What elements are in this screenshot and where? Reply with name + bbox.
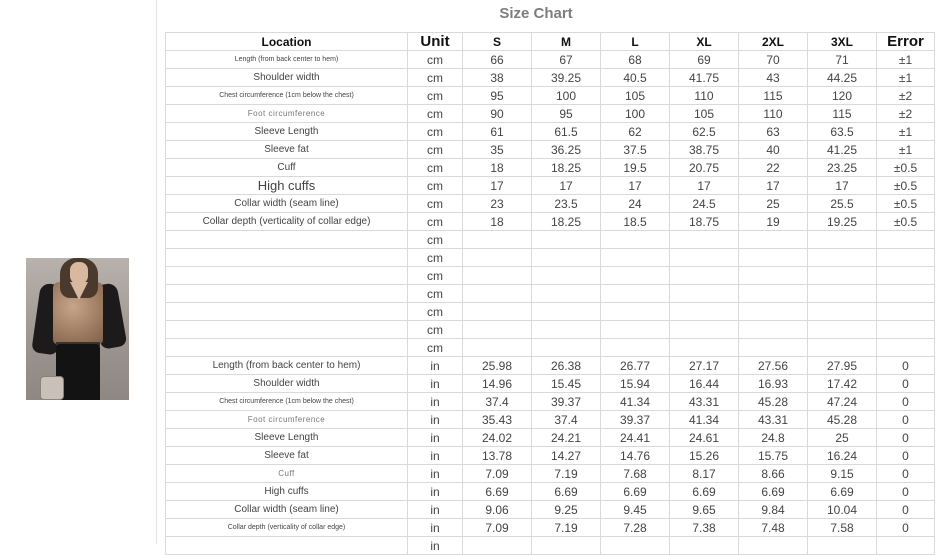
empty-cell <box>739 285 808 303</box>
measurement-cell: 9.15 <box>808 465 877 483</box>
measurement-cell: 9.45 <box>601 501 670 519</box>
measurement-cell: 22 <box>739 159 808 177</box>
location-cell <box>166 249 408 267</box>
table-row <box>166 87 935 105</box>
unit-cell: in <box>408 447 463 465</box>
table-row <box>166 357 935 375</box>
measurement-cell: 24.61 <box>670 429 739 447</box>
measurement-cell: 15.94 <box>601 375 670 393</box>
empty-cell <box>670 537 739 555</box>
measurement-cell: 27.17 <box>670 357 739 375</box>
measurement-cell: 19.5 <box>601 159 670 177</box>
error-cell: ±0.5 <box>877 159 935 177</box>
measurement-cell: 17.42 <box>808 375 877 393</box>
measurement-cell: 25 <box>739 195 808 213</box>
measurement-cell: 95 <box>532 105 601 123</box>
empty-cell <box>532 267 601 285</box>
measurement-cell: 63.5 <box>808 123 877 141</box>
header-size-3xl: 3XL <box>808 33 877 51</box>
empty-cell <box>601 285 670 303</box>
measurement-cell: 110 <box>670 87 739 105</box>
measurement-cell: 7.09 <box>463 465 532 483</box>
unit-cell: cm <box>408 87 463 105</box>
measurement-cell: 19 <box>739 213 808 231</box>
location-cell: Length (from back center to hem) <box>166 357 408 375</box>
error-cell: ±2 <box>877 105 935 123</box>
empty-cell <box>739 537 808 555</box>
measurement-cell: 120 <box>808 87 877 105</box>
empty-cell <box>532 339 601 357</box>
empty-cell <box>670 339 739 357</box>
measurement-cell: 9.06 <box>463 501 532 519</box>
size-table <box>165 32 935 555</box>
location-cell: Chest circumference (1cm below the chest) <box>166 87 408 105</box>
location-cell: Foot circumference <box>166 411 408 429</box>
measurement-cell: 17 <box>808 177 877 195</box>
empty-cell <box>463 267 532 285</box>
measurement-cell: 25.98 <box>463 357 532 375</box>
measurement-cell: 24.41 <box>601 429 670 447</box>
measurement-cell: 105 <box>670 105 739 123</box>
measurement-cell: 38.75 <box>670 141 739 159</box>
measurement-cell: 35.43 <box>463 411 532 429</box>
measurement-cell: 8.17 <box>670 465 739 483</box>
thumbnail-face <box>70 262 88 284</box>
unit-cell: in <box>408 429 463 447</box>
measurement-cell: 41.25 <box>808 141 877 159</box>
empty-cell <box>532 249 601 267</box>
measurement-cell: 18.75 <box>670 213 739 231</box>
table-row <box>166 393 935 411</box>
measurement-cell: 18.25 <box>532 159 601 177</box>
measurement-cell: 18.5 <box>601 213 670 231</box>
measurement-cell: 15.45 <box>532 375 601 393</box>
location-cell: Cuff <box>166 159 408 177</box>
measurement-cell: 61.5 <box>532 123 601 141</box>
empty-cell <box>532 321 601 339</box>
measurement-cell: 10.04 <box>808 501 877 519</box>
measurement-cell: 45.28 <box>808 411 877 429</box>
empty-cell <box>877 249 935 267</box>
empty-cell <box>808 285 877 303</box>
measurement-cell: 14.27 <box>532 447 601 465</box>
empty-cell <box>601 537 670 555</box>
measurement-cell: 67 <box>532 51 601 69</box>
unit-cell: in <box>408 393 463 411</box>
measurement-cell: 17 <box>463 177 532 195</box>
table-row <box>166 483 935 501</box>
measurement-cell: 7.28 <box>601 519 670 537</box>
empty-cell <box>877 321 935 339</box>
unit-cell: cm <box>408 303 463 321</box>
measurement-cell: 62.5 <box>670 123 739 141</box>
error-cell: ±1 <box>877 123 935 141</box>
left-rail <box>0 0 157 544</box>
table-row <box>166 123 935 141</box>
empty-cell <box>601 267 670 285</box>
location-cell <box>166 537 408 555</box>
empty-cell <box>808 303 877 321</box>
error-cell: ±0.5 <box>877 213 935 231</box>
table-row-empty <box>166 231 935 249</box>
empty-cell <box>739 249 808 267</box>
measurement-cell: 37.4 <box>532 411 601 429</box>
measurement-cell: 7.19 <box>532 465 601 483</box>
empty-cell <box>670 303 739 321</box>
error-cell: 0 <box>877 375 935 393</box>
location-cell: Collar width (seam line) <box>166 195 408 213</box>
measurement-cell: 6.69 <box>463 483 532 501</box>
measurement-cell: 38 <box>463 69 532 87</box>
measurement-cell: 6.69 <box>670 483 739 501</box>
empty-cell <box>808 249 877 267</box>
measurement-cell: 7.19 <box>532 519 601 537</box>
header-size-2xl: 2XL <box>739 33 808 51</box>
location-cell <box>166 231 408 249</box>
location-cell: Collar depth (verticality of collar edge) <box>166 519 408 537</box>
header-size-s: S <box>463 33 532 51</box>
table-row <box>166 213 935 231</box>
unit-cell: cm <box>408 267 463 285</box>
measurement-cell: 7.58 <box>808 519 877 537</box>
measurement-cell: 6.69 <box>601 483 670 501</box>
empty-cell <box>739 231 808 249</box>
table-row-empty <box>166 303 935 321</box>
table-row <box>166 429 935 447</box>
measurement-cell: 41.34 <box>601 393 670 411</box>
table-row <box>166 465 935 483</box>
measurement-cell: 7.48 <box>739 519 808 537</box>
empty-cell <box>532 303 601 321</box>
measurement-cell: 7.68 <box>601 465 670 483</box>
measurement-cell: 14.96 <box>463 375 532 393</box>
empty-cell <box>463 321 532 339</box>
empty-cell <box>877 339 935 357</box>
measurement-cell: 39.37 <box>601 411 670 429</box>
unit-cell: cm <box>408 231 463 249</box>
error-cell: 0 <box>877 429 935 447</box>
table-row <box>166 51 935 69</box>
measurement-cell: 71 <box>808 51 877 69</box>
measurement-cell: 41.34 <box>670 411 739 429</box>
measurement-cell: 8.66 <box>739 465 808 483</box>
thumbnail-v-neck <box>70 282 88 300</box>
measurement-cell: 7.38 <box>670 519 739 537</box>
header-unit: Unit <box>408 33 463 51</box>
measurement-cell: 100 <box>601 105 670 123</box>
empty-cell <box>670 231 739 249</box>
table-row <box>166 519 935 537</box>
unit-cell: in <box>408 537 463 555</box>
empty-cell <box>739 303 808 321</box>
location-cell <box>166 267 408 285</box>
measurement-cell: 7.09 <box>463 519 532 537</box>
measurement-cell: 61 <box>463 123 532 141</box>
location-cell <box>166 285 408 303</box>
empty-cell <box>532 231 601 249</box>
measurement-cell: 41.75 <box>670 69 739 87</box>
location-cell: Shoulder width <box>166 375 408 393</box>
measurement-cell: 40.5 <box>601 69 670 87</box>
error-cell: ±1 <box>877 141 935 159</box>
unit-cell: cm <box>408 51 463 69</box>
empty-cell <box>601 231 670 249</box>
measurement-cell: 68 <box>601 51 670 69</box>
table-row <box>166 141 935 159</box>
error-cell: ±1 <box>877 51 935 69</box>
measurement-cell: 16.24 <box>808 447 877 465</box>
error-cell: 0 <box>877 411 935 429</box>
measurement-cell: 63 <box>739 123 808 141</box>
header-location: Location <box>166 33 408 51</box>
measurement-cell: 6.69 <box>532 483 601 501</box>
empty-cell <box>463 303 532 321</box>
measurement-cell: 35 <box>463 141 532 159</box>
empty-cell <box>739 267 808 285</box>
unit-cell: cm <box>408 123 463 141</box>
table-row-trailing <box>166 537 935 555</box>
location-cell: Foot circumference <box>166 105 408 123</box>
measurement-cell: 16.44 <box>670 375 739 393</box>
location-cell: High cuffs <box>166 177 408 195</box>
location-cell <box>166 303 408 321</box>
measurement-cell: 16.93 <box>739 375 808 393</box>
location-cell: Collar depth (verticality of collar edge) <box>166 213 408 231</box>
location-cell: Length (from back center to hem) <box>166 51 408 69</box>
error-cell: 0 <box>877 447 935 465</box>
thumbnail-handbag <box>40 376 64 400</box>
error-cell: 0 <box>877 357 935 375</box>
empty-cell <box>808 339 877 357</box>
measurement-cell: 25.5 <box>808 195 877 213</box>
empty-cell <box>463 249 532 267</box>
measurement-cell: 23 <box>463 195 532 213</box>
table-row <box>166 375 935 393</box>
unit-cell: cm <box>408 321 463 339</box>
measurement-cell: 24 <box>601 195 670 213</box>
location-cell: Shoulder width <box>166 69 408 87</box>
empty-cell <box>808 537 877 555</box>
measurement-cell: 9.84 <box>739 501 808 519</box>
error-cell: ±2 <box>877 87 935 105</box>
unit-cell: in <box>408 411 463 429</box>
measurement-cell: 14.76 <box>601 447 670 465</box>
measurement-cell: 26.77 <box>601 357 670 375</box>
location-cell: Collar width (seam line) <box>166 501 408 519</box>
empty-cell <box>808 267 877 285</box>
measurement-cell: 15.75 <box>739 447 808 465</box>
location-cell: Sleeve Length <box>166 123 408 141</box>
table-row-empty <box>166 321 935 339</box>
empty-cell <box>601 339 670 357</box>
header-row <box>166 33 935 51</box>
table-row-empty <box>166 285 935 303</box>
measurement-cell: 37.4 <box>463 393 532 411</box>
empty-cell <box>877 231 935 249</box>
unit-cell: cm <box>408 105 463 123</box>
empty-cell <box>670 321 739 339</box>
empty-cell <box>877 267 935 285</box>
location-cell: Sleeve fat <box>166 447 408 465</box>
measurement-cell: 100 <box>532 87 601 105</box>
measurement-cell: 17 <box>532 177 601 195</box>
measurement-cell: 17 <box>670 177 739 195</box>
unit-cell: in <box>408 483 463 501</box>
table-row <box>166 447 935 465</box>
measurement-cell: 24.21 <box>532 429 601 447</box>
location-cell: High cuffs <box>166 483 408 501</box>
measurement-cell: 24.02 <box>463 429 532 447</box>
header-size-m: M <box>532 33 601 51</box>
measurement-cell: 17 <box>601 177 670 195</box>
empty-cell <box>670 285 739 303</box>
measurement-cell: 23.25 <box>808 159 877 177</box>
product-thumbnail[interactable] <box>26 258 129 400</box>
measurement-cell: 18.25 <box>532 213 601 231</box>
measurement-cell: 18 <box>463 213 532 231</box>
measurement-cell: 69 <box>670 51 739 69</box>
location-cell <box>166 339 408 357</box>
measurement-cell: 27.95 <box>808 357 877 375</box>
empty-cell <box>808 231 877 249</box>
unit-cell: in <box>408 357 463 375</box>
header-size-xl: XL <box>670 33 739 51</box>
measurement-cell: 6.69 <box>808 483 877 501</box>
measurement-cell: 24.5 <box>670 195 739 213</box>
measurement-cell: 25 <box>808 429 877 447</box>
empty-cell <box>808 321 877 339</box>
empty-cell <box>463 231 532 249</box>
empty-cell <box>601 321 670 339</box>
table-row <box>166 501 935 519</box>
measurement-cell: 45.28 <box>739 393 808 411</box>
empty-cell <box>601 249 670 267</box>
table-row-empty <box>166 249 935 267</box>
empty-cell <box>877 303 935 321</box>
error-cell: ±0.5 <box>877 177 935 195</box>
table-row-empty <box>166 267 935 285</box>
error-cell: 0 <box>877 393 935 411</box>
empty-cell <box>739 339 808 357</box>
measurement-cell: 19.25 <box>808 213 877 231</box>
measurement-cell: 17 <box>739 177 808 195</box>
measurement-cell: 43.31 <box>739 411 808 429</box>
measurement-cell: 39.25 <box>532 69 601 87</box>
unit-cell: cm <box>408 195 463 213</box>
empty-cell <box>739 321 808 339</box>
chart-title: Size Chart <box>499 5 573 22</box>
measurement-cell: 23.5 <box>532 195 601 213</box>
location-cell: Sleeve fat <box>166 141 408 159</box>
error-cell: 0 <box>877 501 935 519</box>
empty-cell <box>532 537 601 555</box>
unit-cell: cm <box>408 69 463 87</box>
measurement-cell: 115 <box>808 105 877 123</box>
location-cell: Sleeve Length <box>166 429 408 447</box>
empty-cell <box>670 249 739 267</box>
unit-cell: cm <box>408 141 463 159</box>
empty-cell <box>463 339 532 357</box>
measurement-cell: 43 <box>739 69 808 87</box>
measurement-cell: 115 <box>739 87 808 105</box>
empty-cell <box>532 285 601 303</box>
empty-cell <box>463 537 532 555</box>
measurement-cell: 90 <box>463 105 532 123</box>
empty-cell <box>877 285 935 303</box>
error-cell: 0 <box>877 483 935 501</box>
measurement-cell: 62 <box>601 123 670 141</box>
measurement-cell: 66 <box>463 51 532 69</box>
empty-cell <box>670 267 739 285</box>
table-row <box>166 411 935 429</box>
header-size-l: L <box>601 33 670 51</box>
error-cell: ±0.5 <box>877 195 935 213</box>
measurement-cell: 47.24 <box>808 393 877 411</box>
measurement-cell: 40 <box>739 141 808 159</box>
empty-cell <box>601 303 670 321</box>
measurement-cell: 110 <box>739 105 808 123</box>
unit-cell: cm <box>408 339 463 357</box>
measurement-cell: 43.31 <box>670 393 739 411</box>
measurement-cell: 105 <box>601 87 670 105</box>
unit-cell: cm <box>408 159 463 177</box>
location-cell: Cuff <box>166 465 408 483</box>
unit-cell: cm <box>408 213 463 231</box>
unit-cell: in <box>408 519 463 537</box>
table-row <box>166 159 935 177</box>
measurement-cell: 6.69 <box>739 483 808 501</box>
unit-cell: in <box>408 375 463 393</box>
measurement-cell: 27.56 <box>739 357 808 375</box>
unit-cell: in <box>408 465 463 483</box>
empty-cell <box>877 537 935 555</box>
measurement-cell: 95 <box>463 87 532 105</box>
empty-cell <box>463 285 532 303</box>
measurement-cell: 39.37 <box>532 393 601 411</box>
location-cell: Chest circumference (1cm below the chest) <box>166 393 408 411</box>
table-row <box>166 105 935 123</box>
table-row <box>166 69 935 87</box>
table-row <box>166 195 935 213</box>
measurement-cell: 70 <box>739 51 808 69</box>
measurement-cell: 9.25 <box>532 501 601 519</box>
unit-cell: in <box>408 501 463 519</box>
measurement-cell: 15.26 <box>670 447 739 465</box>
location-cell <box>166 321 408 339</box>
measurement-cell: 26.38 <box>532 357 601 375</box>
error-cell: 0 <box>877 465 935 483</box>
unit-cell: cm <box>408 285 463 303</box>
unit-cell: cm <box>408 177 463 195</box>
table-row <box>166 177 935 195</box>
measurement-cell: 44.25 <box>808 69 877 87</box>
measurement-cell: 9.65 <box>670 501 739 519</box>
header-error: Error <box>877 33 935 51</box>
measurement-cell: 13.78 <box>463 447 532 465</box>
unit-cell: cm <box>408 249 463 267</box>
measurement-cell: 18 <box>463 159 532 177</box>
measurement-cell: 37.5 <box>601 141 670 159</box>
measurement-cell: 36.25 <box>532 141 601 159</box>
measurement-cell: 20.75 <box>670 159 739 177</box>
table-row-empty <box>166 339 935 357</box>
error-cell: 0 <box>877 519 935 537</box>
error-cell: ±1 <box>877 69 935 87</box>
measurement-cell: 24.8 <box>739 429 808 447</box>
